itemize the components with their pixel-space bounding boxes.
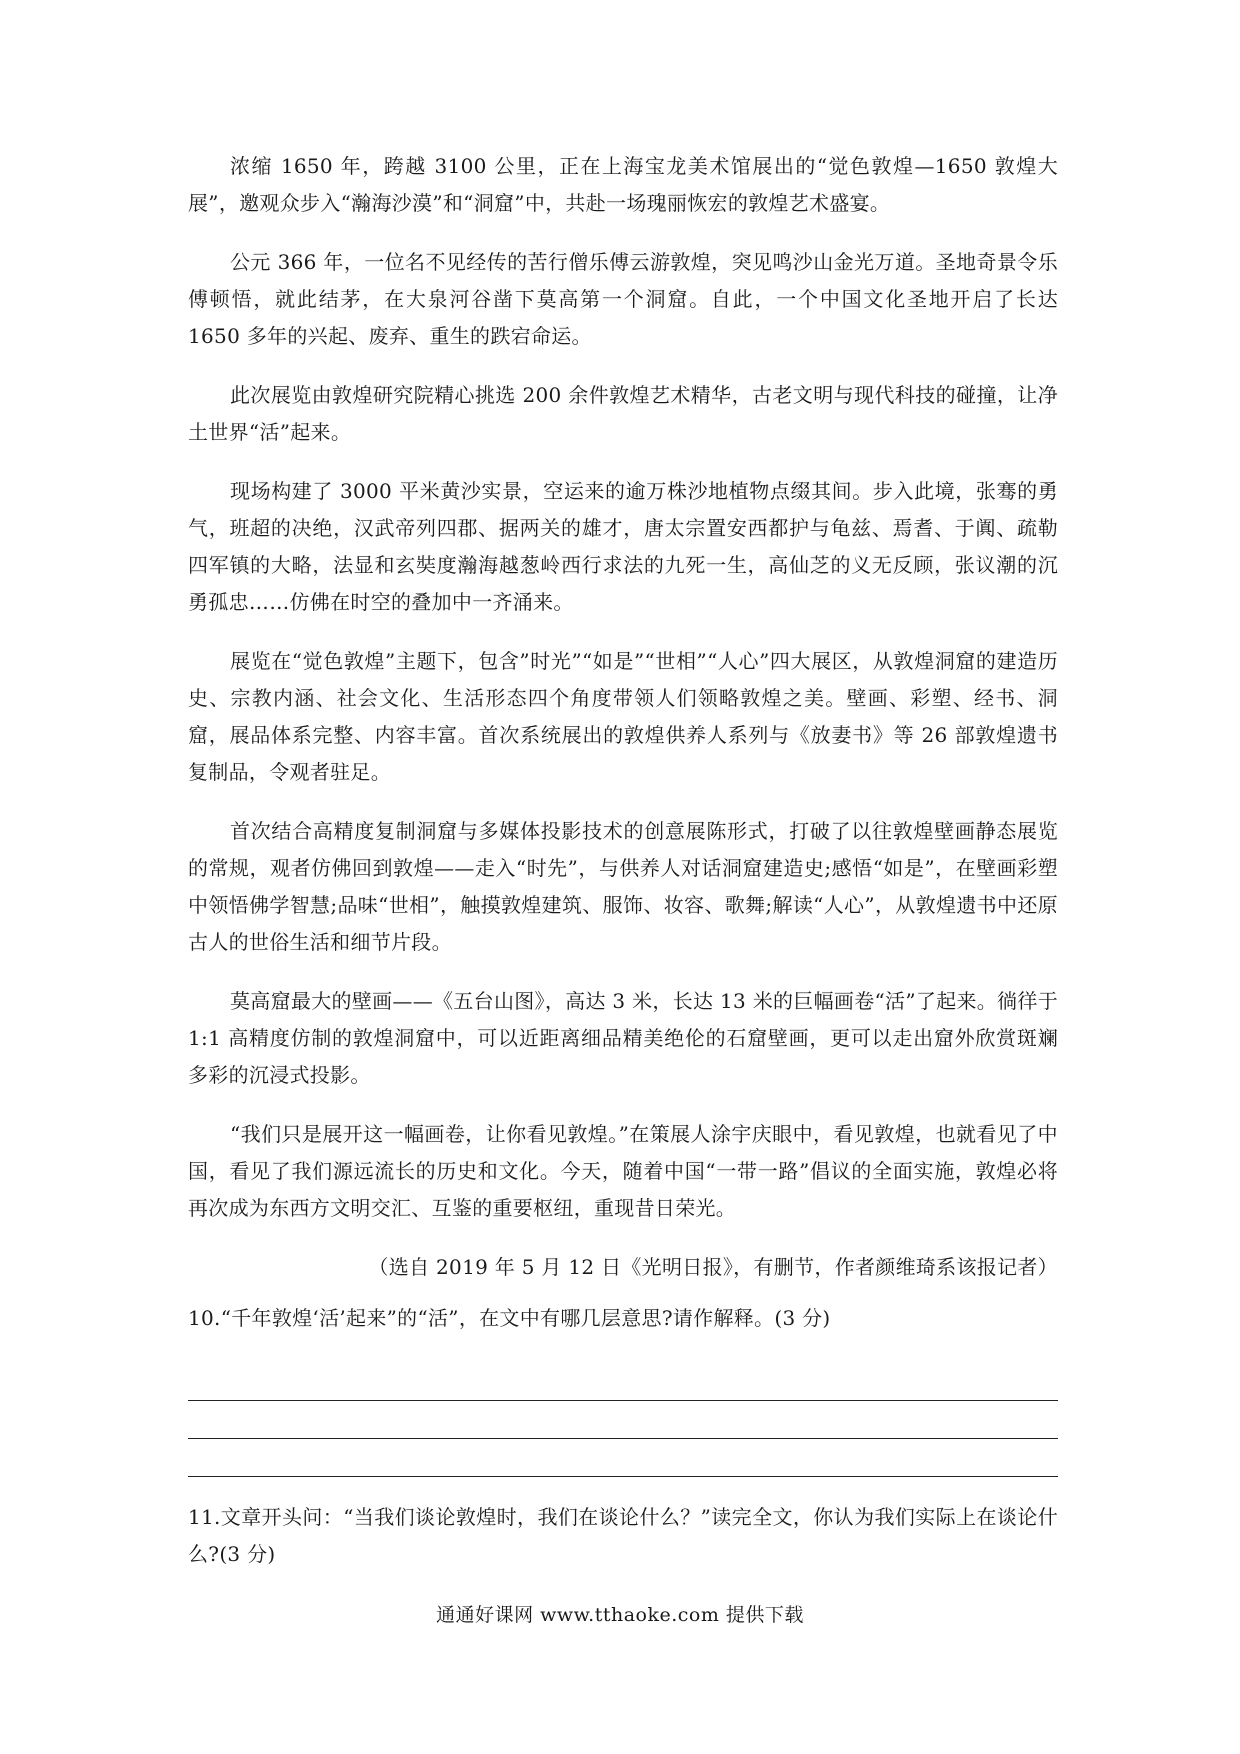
answer-line[interactable] — [188, 1439, 1058, 1477]
question-10: 10.“千年敦煌‘活’起来”的“活”，在文中有哪几层意思?请作解释。(3 分) — [188, 1306, 831, 1330]
article-paragraph-6: 首次结合高精度复制洞窟与多媒体投影技术的创意展陈形式，打破了以往敦煌壁画静态展览的常规，观者仿佛回到敦煌——走入“时先”，与供养人对话洞窟建造史;感悟“如是”，在壁画彩塑中领悟佛学智慧;品味“世相”，触摸敦煌建筑、服饰、妆容、歌舞;解读“人心”，从敦煌遗书中还原古人的世俗生活和细节片段。 — [188, 819, 1058, 954]
article-paragraph-1: 浓缩 1650 年，跨越 3100 公里，正在上海宝龙美术馆展出的“觉色敦煌—1650 敦煌大展”，邀观众步入“瀚海沙漠”和“洞窟”中，共赴一场瑰丽恢宏的敦煌艺术盛宴。 — [188, 154, 1058, 215]
answer-line[interactable] — [188, 1363, 1058, 1401]
article-paragraph-2: 公元 366 年，一位名不见经传的苦行僧乐傅云游敦煌，突见鸣沙山金光万道。圣地奇景令乐傅顿悟，就此结茅，在大泉河谷凿下莫高第一个洞窟。自此，一个中国文化圣地开启了长达 1650 多年的兴起、废弃、重生的跌宕命运。 — [188, 250, 1058, 348]
article-content — [188, 148, 1058, 1573]
article-paragraph-4: 现场构建了 3000 平米黄沙实景，空运来的逾万株沙地植物点缀其间。步入此境，张骞的勇气，班超的决绝，汉武帝列四郡、据两关的雄才，唐太宗置安西都护与龟兹、焉耆、于阗、疏勒四军镇的大略，法显和玄奘度瀚海越葱岭西行求法的九死一生，高仙芝的义无反顾，张议潮的沉勇孤忠……仿佛在时空的叠加中一齐涌来。 — [188, 479, 1058, 614]
article-paragraph-7: 莫高窟最大的壁画——《五台山图》，高达 3 米，长达 13 米的巨幅画卷“活”了起来。徜徉于 1:1 高精度仿制的敦煌洞窟中，可以近距离细品精美绝伦的石窟壁画，更可以走出窟外欣赏斑斓多彩的沉浸式投影。 — [188, 989, 1058, 1087]
page-footer: 通通好课网 www.tthaoke.com 提供下载 — [436, 1604, 804, 1626]
article-paragraph-3: 此次展览由敦煌研究院精心挑选 200 余件敦煌艺术精华，古老文明与现代科技的碰撞，让净土世界“活”起来。 — [188, 383, 1058, 444]
answer-line[interactable] — [188, 1401, 1058, 1439]
article-paragraph-5: 展览在“觉色敦煌”主题下，包含”时光”“如是”“世相”“人心”四大展区，从敦煌洞窟的建造历史、宗教内涵、社会文化、生活形态四个角度带领人们领略敦煌之美。壁画、彩塑、经书、洞窟，展品体系完整、内容丰富。首次系统展出的敦煌供养人系列与《放妻书》等 26 部敦煌遗书复制品，令观者驻足。 — [188, 649, 1058, 784]
answer-lines-q10 — [188, 1363, 1058, 1477]
article-paragraph-8: “我们只是展开这一幅画卷，让你看见敦煌。”在策展人涂宇庆眼中，看见敦煌，也就看见了中国，看见了我们源远流长的历史和文化。今天，随着中国“一带一路”倡议的全面实施，敦煌必将再次成为东西方文明交汇、互鉴的重要枢纽，重现昔日荣光。 — [188, 1122, 1058, 1220]
question-11: 11.文章开头问：“当我们谈论敦煌时，我们在谈论什么？”读完全文，你认为我们实际上在谈论什么?(3 分) — [188, 1505, 1058, 1566]
article-source: （选自 2019 年 5 月 12 日《光明日报》，有删节，作者颜维琦系该报记者） — [368, 1255, 1058, 1279]
